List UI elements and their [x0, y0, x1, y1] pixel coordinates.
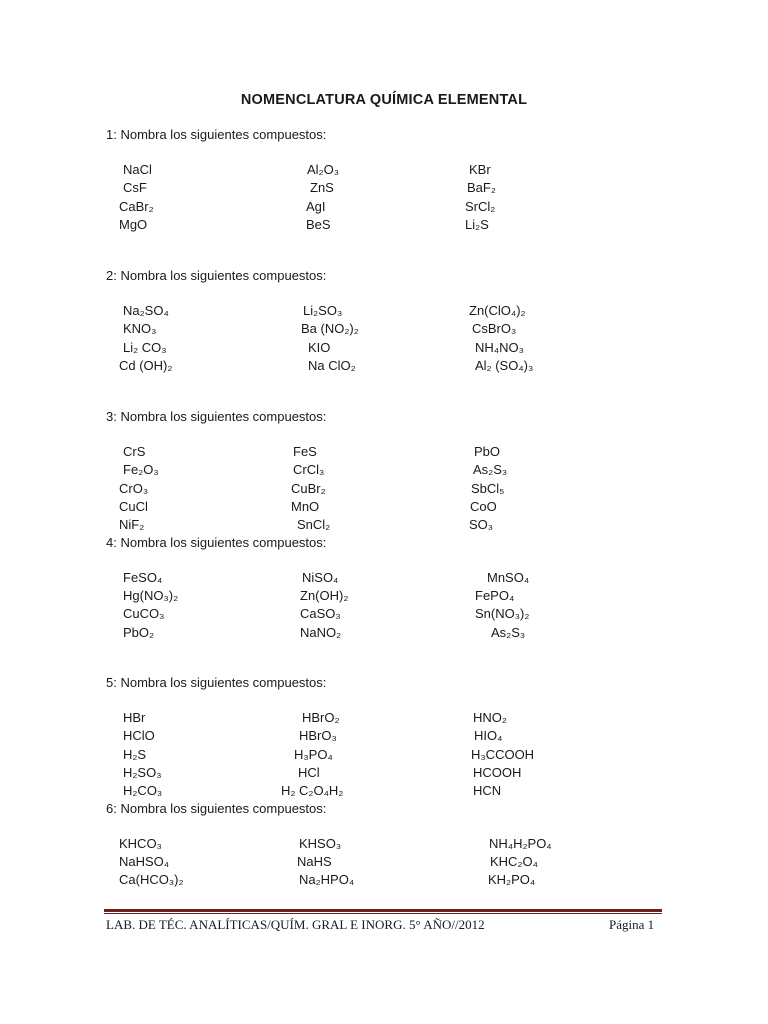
- section-1-formula: NaCl: [123, 162, 152, 177]
- section-2-formula: Na ClO₂: [308, 358, 356, 373]
- section-6-formula: NaHS: [297, 854, 332, 869]
- section-2-formula: Na₂SO₄: [123, 303, 169, 318]
- section-6-formula: KHCO₃: [119, 836, 162, 851]
- section-4-heading: 4: Nombra los siguientes compuestos:: [106, 535, 327, 550]
- section-6-formula: KHC₂O₄: [490, 854, 538, 869]
- section-1-formula: Al₂O₃: [307, 162, 340, 177]
- section-3-formula: MnO: [291, 499, 320, 514]
- section-2-formula: Al₂ (SO₄)₃: [475, 358, 534, 373]
- section-5-heading: 5: Nombra los siguientes compuestos:: [106, 675, 327, 690]
- section-2-formula: KNO₃: [123, 321, 157, 336]
- section-1-formula: AgI: [306, 199, 326, 214]
- footer-left-text: LAB. DE TÉC. ANALÍTICAS/QUÍM. GRAL E INORG. 5° AÑO//2012: [106, 917, 485, 932]
- section-3-formula: As₂S₃: [473, 462, 508, 477]
- section-2-formula: Ba (NO₂)₂: [301, 321, 359, 336]
- section-1-heading: 1: Nombra los siguientes compuestos:: [106, 127, 327, 142]
- section-4-formula: FeSO₄: [123, 570, 163, 585]
- section-3-formula: Fe₂O₃: [123, 462, 159, 477]
- section-2-formula: KIO: [308, 340, 331, 355]
- section-1-formula: ZnS: [310, 180, 334, 195]
- section-1-formula: Li₂S: [465, 217, 489, 232]
- section-2-formula: NH₄NO₃: [475, 340, 524, 355]
- section-2-formula: Zn(ClO₄)₂: [469, 303, 526, 318]
- section-5-formula: H₂ C₂O₄H₂: [281, 783, 344, 798]
- section-3-formula: CrS: [123, 444, 146, 459]
- section-5-formula: H₂S: [123, 747, 147, 762]
- section-1-formula: BaF₂: [467, 180, 496, 195]
- section-2-heading: 2: Nombra los siguientes compuestos:: [106, 268, 327, 283]
- section-3-formula: CuCl: [119, 499, 148, 514]
- section-3-formula: CuBr₂: [291, 481, 326, 496]
- section-5-formula: HCl: [298, 765, 320, 780]
- section-5-formula: HBrO₃: [299, 728, 337, 743]
- section-1-formula: CsF: [123, 180, 147, 195]
- section-2-formula: Cd (OH)₂: [119, 358, 173, 373]
- section-5-formula: HIO₄: [474, 728, 503, 743]
- section-1-formula: CaBr₂: [119, 199, 154, 214]
- section-6-formula: NaHSO₄: [119, 854, 170, 869]
- section-3-formula: PbO: [474, 444, 501, 459]
- section-5-formula: HCOOH: [473, 765, 522, 780]
- section-5-formula: HClO: [123, 728, 155, 743]
- section-2-formula: Li₂SO₃: [303, 303, 343, 318]
- section-4-formula: MnSO₄: [487, 570, 530, 585]
- section-5-formula: HBr: [123, 710, 146, 725]
- section-3-formula: SnCl₂: [297, 517, 331, 532]
- section-3-formula: CoO: [470, 499, 497, 514]
- section-4-formula: CaSO₃: [300, 606, 341, 621]
- section-6-heading: 6: Nombra los siguientes compuestos:: [106, 801, 327, 816]
- section-5-formula: H₃PO₄: [294, 747, 333, 762]
- footer-rule-thin: [104, 913, 662, 914]
- section-3-formula: NiF₂: [119, 517, 145, 532]
- section-6-formula: NH₄H₂PO₄: [489, 836, 552, 851]
- footer-page-number: Página 1: [609, 917, 655, 932]
- section-5-formula: HNO₂: [473, 710, 507, 725]
- section-5-formula: HCN: [473, 783, 502, 798]
- section-4-formula: FePO₄: [475, 588, 515, 603]
- section-2-formula: CsBrO₃: [472, 321, 517, 336]
- section-1-formula: SrCl₂: [465, 199, 496, 214]
- section-1-formula: MgO: [119, 217, 148, 232]
- footer-rule: [104, 909, 662, 912]
- section-4-formula: NiSO₄: [302, 570, 339, 585]
- section-5-formula: H₃CCOOH: [471, 747, 535, 762]
- section-3-formula: CrO₃: [119, 481, 149, 496]
- section-3-formula: FeS: [293, 444, 317, 459]
- section-3-formula: CrCl₃: [293, 462, 325, 477]
- page-title: NOMENCLATURA QUÍMICA ELEMENTAL: [240, 92, 528, 108]
- section-4-formula: Hg(NO₃)₂: [123, 588, 179, 603]
- section-6-formula: Ca(HCO₃)₂: [119, 872, 184, 887]
- section-3-formula: SO₃: [469, 517, 494, 532]
- section-6-formula: Na₂HPO₄: [299, 872, 355, 887]
- section-6-formula: KH₂PO₄: [488, 872, 536, 887]
- section-4-formula: PbO₂: [123, 625, 155, 640]
- section-3-formula: SbCl₅: [471, 481, 505, 496]
- section-5-formula: HBrO₂: [302, 710, 340, 725]
- section-4-formula: Zn(OH)₂: [300, 588, 349, 603]
- section-4-formula: CuCO₃: [123, 606, 165, 621]
- section-5-formula: H₂SO₃: [123, 765, 162, 780]
- section-1-formula: BeS: [306, 217, 331, 232]
- section-3-heading: 3: Nombra los siguientes compuestos:: [106, 409, 327, 424]
- section-2-formula: Li₂ CO₃: [123, 340, 167, 355]
- section-5-formula: H₂CO₃: [123, 783, 163, 798]
- section-6-formula: KHSO₃: [299, 836, 342, 851]
- section-4-formula: NaNO₂: [300, 625, 342, 640]
- section-4-formula: As₂S₃: [491, 625, 526, 640]
- section-1-formula: KBr: [469, 162, 491, 177]
- section-4-formula: Sn(NO₃)₂: [475, 606, 530, 621]
